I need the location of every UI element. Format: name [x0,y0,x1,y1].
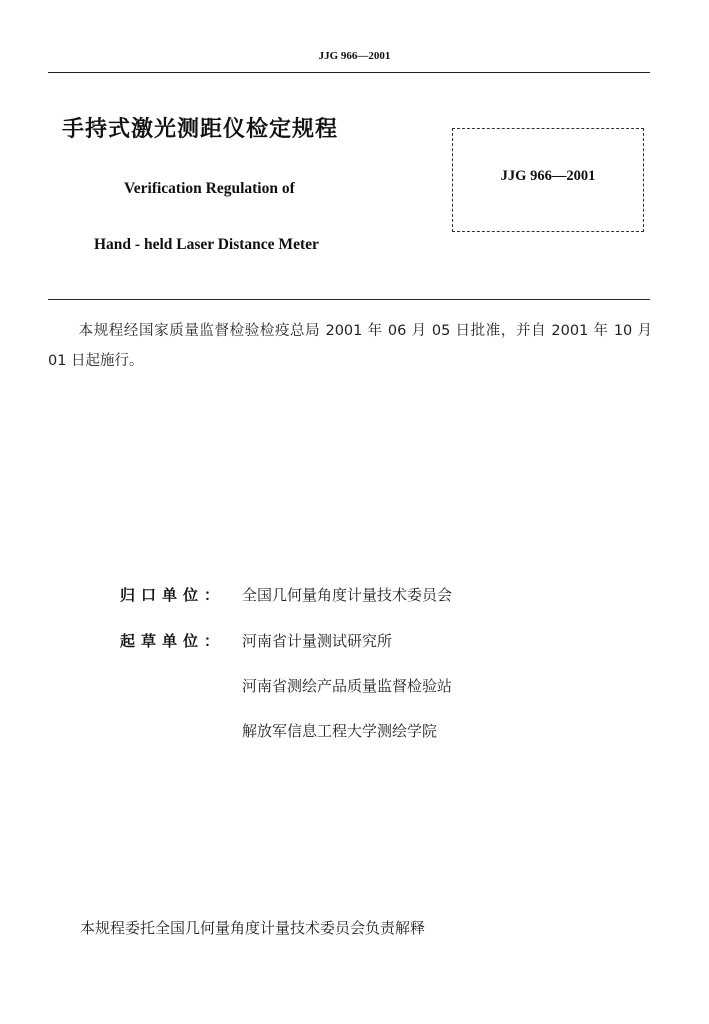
title-divider-rule [48,299,650,300]
standard-code-box [452,128,644,232]
drafting-unit-name-1: 河南省计量测试研究所 [242,632,393,650]
responsible-unit-label: 归口单位： [120,586,226,604]
drafting-unit-label: 起草单位： [120,632,226,650]
approval-text: 本规程经国家质量监督检验检疫总局 2001 年 06 月 05 日批准，并自 2001 年 10 月 01 日起施行。 [48,323,652,369]
drafting-unit-name-3: 解放军信息工程大学测绘学院 [242,722,438,740]
drafting-unit-name-2: 河南省测绘产品质量监督检验站 [242,677,453,695]
header-standard-code: JJG 966—2001 [318,50,391,62]
interpretation-note: 本规程委托全国几何量角度计量技术委员会负责解释 [80,919,426,937]
approval-statement [48,316,652,376]
document-title-chinese: 手持式激光测距仪检定规程 [62,117,339,142]
document-title-english-line1: Verification Regulation of [124,180,295,197]
header-rule [48,72,650,73]
standard-code-label: JJG 966—2001 [500,167,596,184]
responsible-unit-name: 全国几何量角度计量技术委员会 [242,586,453,604]
document-title-english-line2: Hand - held Laser Distance Meter [94,236,319,253]
